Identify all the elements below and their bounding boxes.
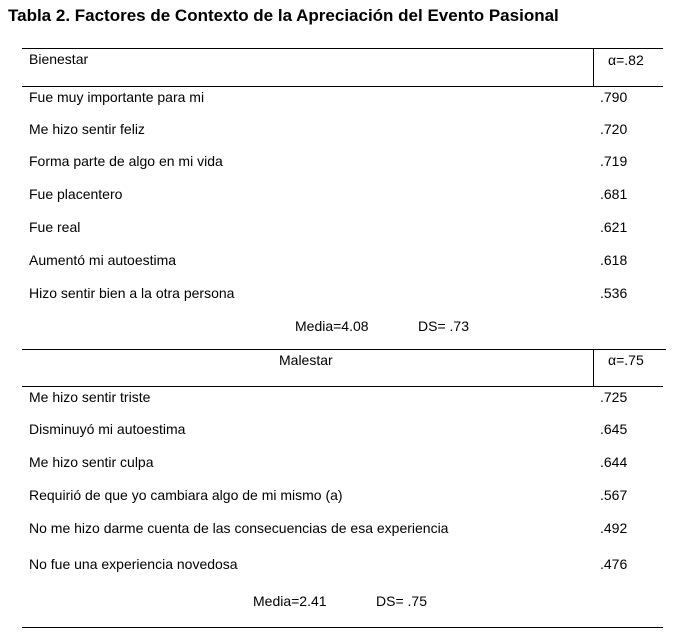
section-1-item-label: Aumentó mi autoestima — [29, 252, 177, 268]
section-1-alpha: α=.82 — [608, 52, 644, 68]
section-1-item-label: Fue muy importante para mi — [29, 89, 205, 105]
section-1-item-label: Fue real — [29, 219, 81, 235]
section-1-ds: DS= .73 — [418, 318, 469, 334]
section-2-item-label: Requirió de que yo cambiara algo de mi mismo (a) — [29, 487, 343, 503]
section-1-item-value: .720 — [600, 121, 628, 137]
section-2-item-value: .492 — [600, 520, 628, 536]
section-2-alpha: α=.75 — [608, 352, 644, 368]
section-2-item-value: .725 — [600, 389, 628, 405]
table-title: Tabla 2. Factores de Contexto de la Apreciación del Evento Pasional — [8, 6, 559, 25]
section-2-item-value: .476 — [600, 556, 628, 572]
section-2-item-label: No me hizo darme cuenta de las consecuencias de esa experiencia — [29, 520, 449, 536]
section-1-item-value: .618 — [600, 252, 628, 268]
section-2-header-rule — [22, 386, 663, 387]
section-2-item-label: Me hizo sentir culpa — [29, 454, 154, 470]
section-1-header: Bienestar — [29, 51, 89, 67]
section-2-item-value: .645 — [600, 421, 628, 437]
section-2-item-label: Me hizo sentir triste — [29, 389, 151, 405]
section-2-alpha-divider — [593, 349, 594, 387]
section-2-ds: DS= .75 — [376, 593, 427, 609]
section-1-item-value: .790 — [600, 89, 628, 105]
section-2-item-label: Disminuyó mi autoestima — [29, 421, 186, 437]
section-1-media: Media=4.08 — [295, 318, 369, 334]
section-2-media: Media=2.41 — [253, 593, 327, 609]
section-1-item-label: Fue placentero — [29, 186, 123, 202]
section-1-item-label: Forma parte de algo en mi vida — [29, 153, 223, 169]
section-1-item-value: .536 — [600, 285, 628, 301]
section-1-item-value: .681 — [600, 186, 628, 202]
section-2-item-value: .567 — [600, 487, 628, 503]
section-1-item-value: .719 — [600, 153, 628, 169]
table-bottom-rule — [22, 627, 663, 628]
section-1-item-label: Me hizo sentir feliz — [29, 121, 145, 137]
section-1-header-rule — [22, 86, 663, 87]
section-1-item-label: Hizo sentir bien a la otra persona — [29, 285, 235, 301]
section-1-item-value: .621 — [600, 219, 628, 235]
section-2-item-value: .644 — [600, 454, 628, 470]
section-1-alpha-divider — [593, 48, 594, 87]
section-2-top-rule — [22, 349, 666, 350]
section-2-header: Malestar — [279, 352, 333, 368]
section-1-top-rule — [22, 48, 663, 49]
section-2-item-label: No fue una experiencia novedosa — [29, 556, 238, 572]
